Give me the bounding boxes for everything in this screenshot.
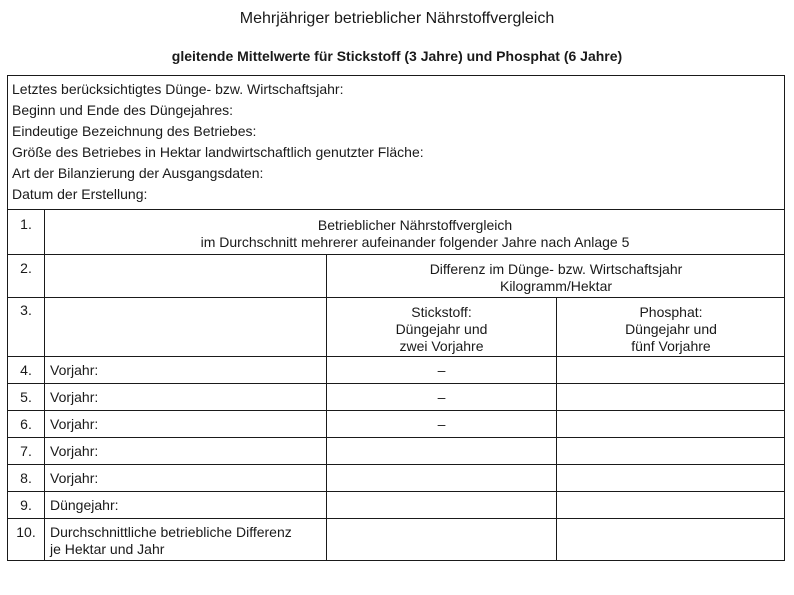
average-difference-label [50,524,324,558]
row1-title-line2: im Durchschnitt mehrerer aufeinander folgender Jahre nach Anlage 5 [200,234,630,250]
phosphate-header-line2: Düngejahr und [625,321,717,337]
field-fertilizer-year-span: Beginn und Ende des Düngejahres: [12,102,234,118]
average-difference-line2: je Hektar und Jahr [50,541,165,557]
row-divider-2a [326,297,785,298]
field-farm-id: Eindeutige Bezeichnung des Betriebes: [12,123,257,139]
phosphate-header-line1: Phosphat: [639,304,703,320]
page-subtitle: gleitende Mittelwerte für Stickstoff (3 Jahre) und Phosphat (6 Jahre) [171,48,623,64]
page-title: Mehrjähriger betrieblicher Nährstoffvergleich [239,10,555,27]
row-number: 2. [20,260,32,276]
row-label: Vorjahr: [50,470,99,486]
row-label: Vorjahr: [50,416,99,432]
divider-label-column [326,254,327,561]
field-date: Datum der Erstellung: [12,186,148,202]
row-number: 4. [20,362,32,378]
row-number: 5. [20,389,32,405]
row-divider-7 [7,464,785,465]
row-number: 1. [20,216,32,232]
nitrogen-header-line3: zwei Vorjahre [399,338,484,354]
row-divider-3 [7,356,785,357]
row-label: Vorjahr: [50,389,99,405]
average-difference-line1: Durchschnittliche betriebliche Differenz [50,524,292,540]
row-number: 6. [20,416,32,432]
row1-title-line1: Betrieblicher Nährstoffvergleich [317,217,513,233]
row-label: Vorjahr: [50,362,99,378]
difference-header-line1: Differenz im Dünge- bzw. Wirtschaftsjahr [429,261,683,277]
field-last-year: Letztes berücksichtigtes Dünge- bzw. Wirtschaftsjahr: [12,81,344,97]
nitrogen-header [327,304,556,355]
difference-header-line2: Kilogramm/Hektar [499,278,613,294]
row-number: 3. [20,302,32,318]
row-label: Vorjahr: [50,443,99,459]
phosphate-header [557,304,785,355]
row-number: 8. [20,470,32,486]
phosphate-header-line3: fünf Vorjahre [631,338,711,354]
nitrogen-header-line1: Stickstoff: [411,304,472,320]
field-balance-type: Art der Bilanzierung der Ausgangsdaten: [12,165,264,181]
row-number: 9. [20,497,32,513]
row-divider-9 [7,518,785,519]
row-divider-5 [7,410,785,411]
nitrogen-header-line2: Düngejahr und [395,321,488,337]
row-number: 10. [16,524,36,540]
nitrogen-cell[interactable]: – [437,416,446,432]
row-divider-8 [7,491,785,492]
field-farm-size: Größe des Betriebes in Hektar landwirtschaftlich genutzter Fläche: [12,144,424,160]
row-divider-6 [7,437,785,438]
row1-title [45,217,785,251]
nitrogen-cell[interactable]: – [437,389,446,405]
row-divider-4 [7,383,785,384]
difference-header [327,261,785,295]
row-label: Düngejahr: [50,497,119,513]
header-fields [7,75,785,210]
divider-number-column [44,210,45,561]
row-number: 7. [20,443,32,459]
nitrogen-cell[interactable]: – [437,362,446,378]
row-divider-2b [7,297,327,298]
row-divider-1 [7,254,785,255]
